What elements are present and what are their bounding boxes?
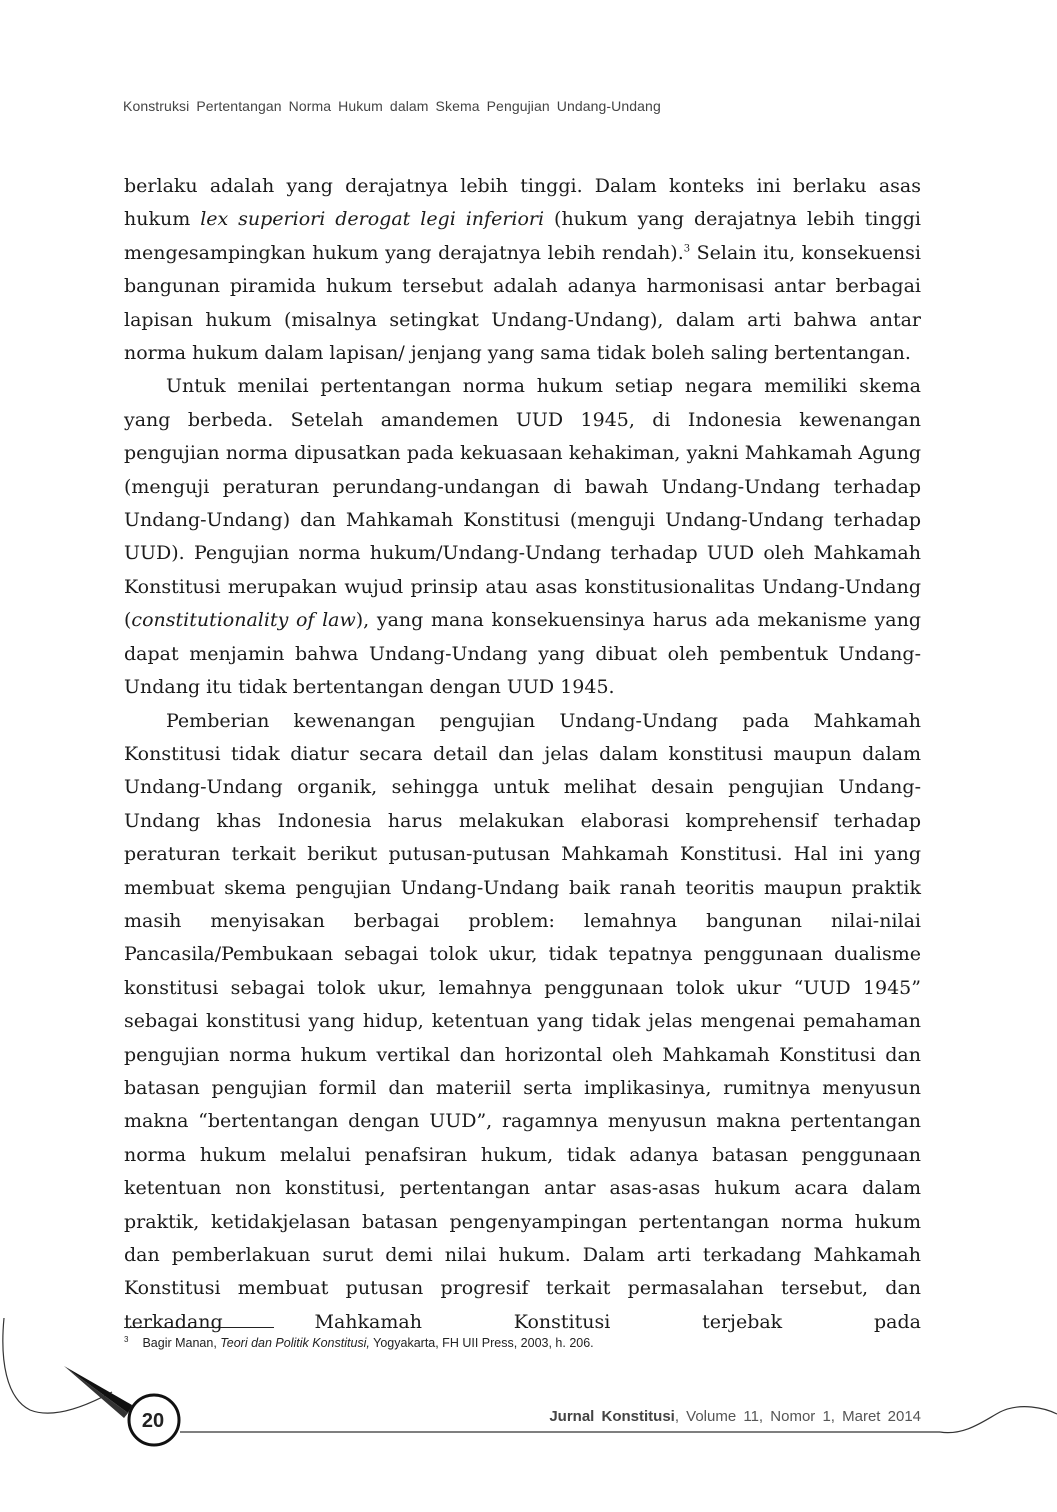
page-number: 20 [141, 1409, 165, 1432]
paragraph-1-text-c: (hukum yang derajatnya lebih tinggi mengesampingkan hukum yang derajatnya lebih rendah). [124, 208, 922, 264]
paragraph-1-text-d: Selain itu, konsekuensi bangunan piramida hukum tersebut adalah adanya harmonisasi antar berbagai lapisan hukum (misalnya setingkat Undang-Undang), dalam arti bahwa antar norma hukum dalam lapisan/ jenjang yang sama tidak boleh saling bertentangan. [124, 241, 922, 365]
running-head: Konstruksi Pertentangan Norma Hukum dalam Skema Pengujian Undang-Undang [123, 98, 661, 114]
journal-issue: , Volume 11, Nomor 1, Maret 2014 [674, 1408, 921, 1425]
footnote-reference[interactable]: 3 [683, 243, 691, 255]
paragraph-1-text-a: berlaku adalah yang derajatnya lebih tinggi. Dalam konteks ini berlaku asas hukum [124, 175, 921, 231]
paragraph-2-text-c: ), yang mana konsekuensinya harus ada mekanisme yang dapat menjamin bahwa Undang-Undang yang dibuat oleh pembentuk Undang-Undang itu tidak bertentangan dengan UUD 1945. [124, 609, 921, 699]
footnote-author: Bagir Manan, [142, 1336, 221, 1351]
footnote-number: 3 [124, 1335, 129, 1344]
paragraph-2-text-a: Untuk menilai pertentangan norma hukum setiap negara memiliki skema yang berbeda. Setelah amandemen UUD 1945, di Indonesia kewenangan pengujian norma dipusatkan pada kekuasaan kehakiman, yakni Mahkamah Agung (menguji peraturan perundang-undangan di bawah Undang-Undang terhadap Undang-Undang) dan Mahkamah Konstitusi (menguji Undang-Undang terhadap UUD). Pengujian norma hukum/Undang-Undang terhadap UUD oleh Mahkamah Konstitusi merupakan wujud prinsip atau asas konstitusionalitas Undang-Undang ( [124, 375, 921, 632]
paragraph-2-italic-term: constitutionality of law [131, 609, 356, 632]
journal-footer [549, 1408, 921, 1425]
paragraph-1-italic-term: lex superiori derogat legi inferiori [200, 208, 545, 231]
paragraph-3-text: Pemberian kewenangan pengujian Undang-Undang pada Mahkamah Konstitusi tidak diatur secara detail dan jelas dalam konstitusi maupun dalam Undang-Undang organik, sehingga untuk melihat desain pengujian Undang-Undang khas Indonesia harus melakukan elaborasi komprehensif terhadap peraturan terkait berikut putusan-putusan Mahkamah Konstitusi. Hal ini yang membuat skema pengujian Undang-Undang baik ranah teoritis maupun praktik masih menyisakan berbagai problem: lemahnya bangunan nilai-nilai Pancasila/Pembukaan sebagai tolok ukur, tidak tepatnya penggunaan dualisme konstitusi sebagai tolok ukur, lemahnya penggunaan tolok ukur “UUD 1945” sebagai konstitusi yang hidup, ketentuan yang tidak jelas mengenai pemahaman pengujian norma hukum vertikal dan horizontal oleh Mahkamah Konstitusi dan batasan pengujian formil dan materiil serta implikasinya, rumitnya menyusun makna “bertentangan dengan UUD”, ragamnya menyusun makna pertentangan norma hukum melalui penafsiran hukum, tidak adanya batasan penggunaan ketentuan non konstitusi, pertentangan antar asas-asas hukum acara dalam praktik, ketidakjelasan batasan pengenyampingan pertentangan norma hukum dan pemberlakuan surut demi nilai hukum. Dalam arti terkadang Mahkamah Konstitusi membuat putusan progresif terkait permasalahan tersebut, dan terkadang Mahkamah Konstitusi terjebak pada [124, 709, 921, 1333]
footnote-title: Teori dan Politik Konstitusi, [220, 1336, 370, 1351]
journal-name: Jurnal Konstitusi [549, 1408, 675, 1425]
footnote-publication: Yogyakarta, FH UII Press, 2003, h. 206. [369, 1336, 594, 1351]
